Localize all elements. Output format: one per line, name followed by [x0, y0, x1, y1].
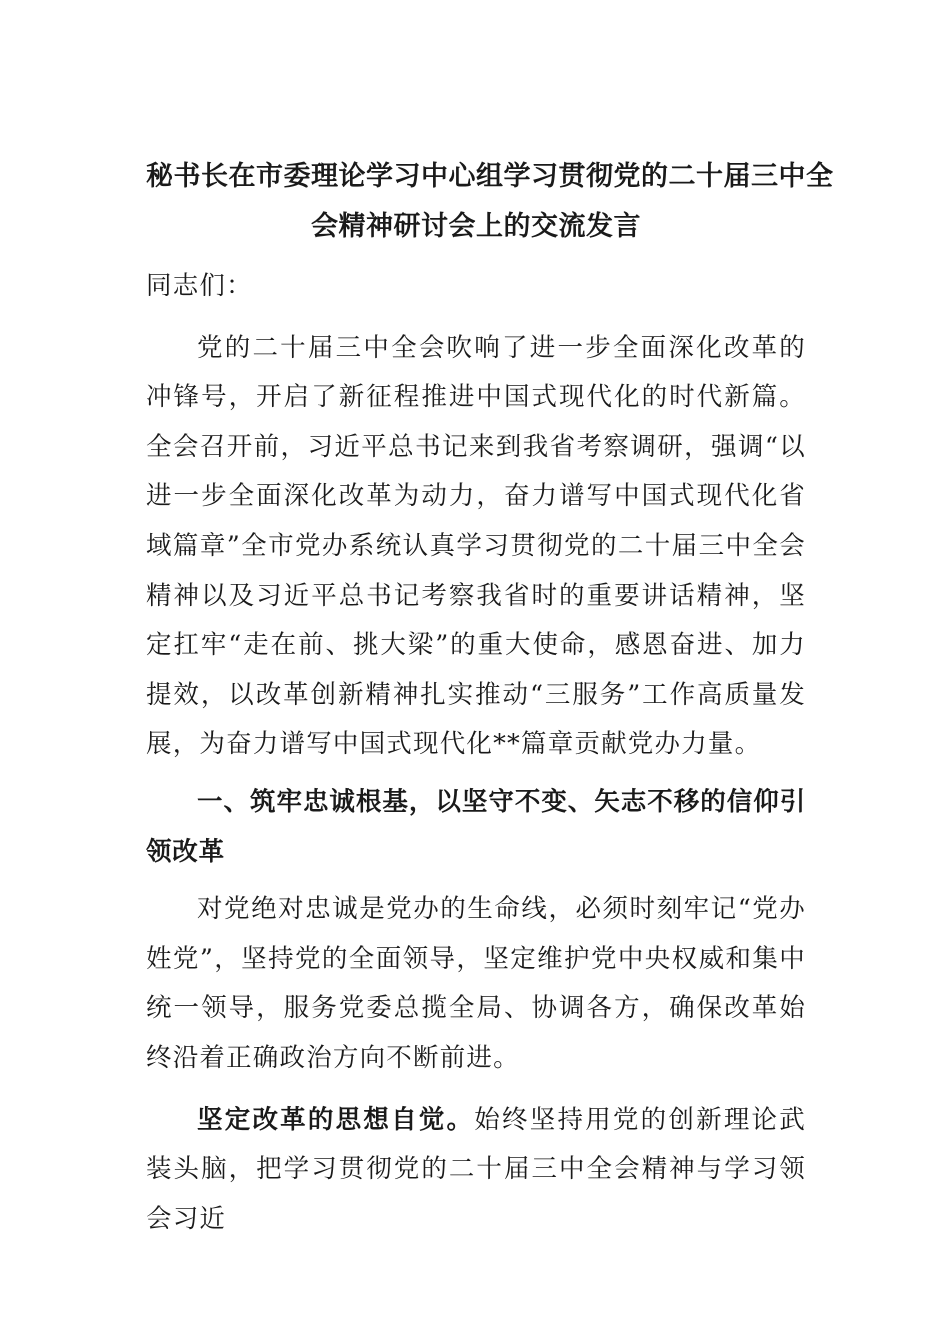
point-1-body: 始终坚持用党的创新理论武装头脑，把学习贯彻党的二十届三中全会精神与学习领会习近: [146, 1104, 806, 1234]
document-title: [146, 152, 834, 252]
section-1-heading: 一、筑牢忠诚根基，以坚守不变、矢志不移的信仰引领改革: [146, 786, 806, 867]
intro-paragraph: 党的二十届三中全会吹响了进一步全面深化改革的冲锋号，开启了新征程推进中国式现代化的时代新篇。全会召开前，习近平总书记来到我省考察调研，强调“以进一步全面深化改革为动力，奋力谱写中国式现代化省域篇章”全市党办系统认真学习贯彻党的二十届三中全会精神以及习近平总书记考察我省时的重要讲话精神，坚定扛牢“走在前、挑大梁”的重大使命，感恩奋进、加力提效，以改革创新精神扎实推动“三服务”工作高质量发展，为奋力谱写中国式现代化**篇章贡献党办力量。: [146, 332, 806, 760]
title-line-1: 秘书长在市委理论学习中心组学习贯彻党的二十届三中全: [146, 161, 834, 192]
title-line-2: 会精神研讨会上的交流发言: [311, 211, 641, 242]
greeting: 同志们：: [146, 271, 253, 301]
point-1-lead: 坚定改革的思想自觉。: [197, 1104, 475, 1135]
document-page: [146, 152, 834, 1244]
point-1-paragraph: [146, 1096, 806, 1245]
section-1-paragraph: 对党绝对忠诚是党办的生命线，必须时刻牢记“党办姓党”，坚持党的全面领导，坚定维护党中央权威和集中统一领导，服务党委总揽全局、协调各方，确保改革始终沿着正确政治方向不断前进。: [146, 894, 806, 1073]
